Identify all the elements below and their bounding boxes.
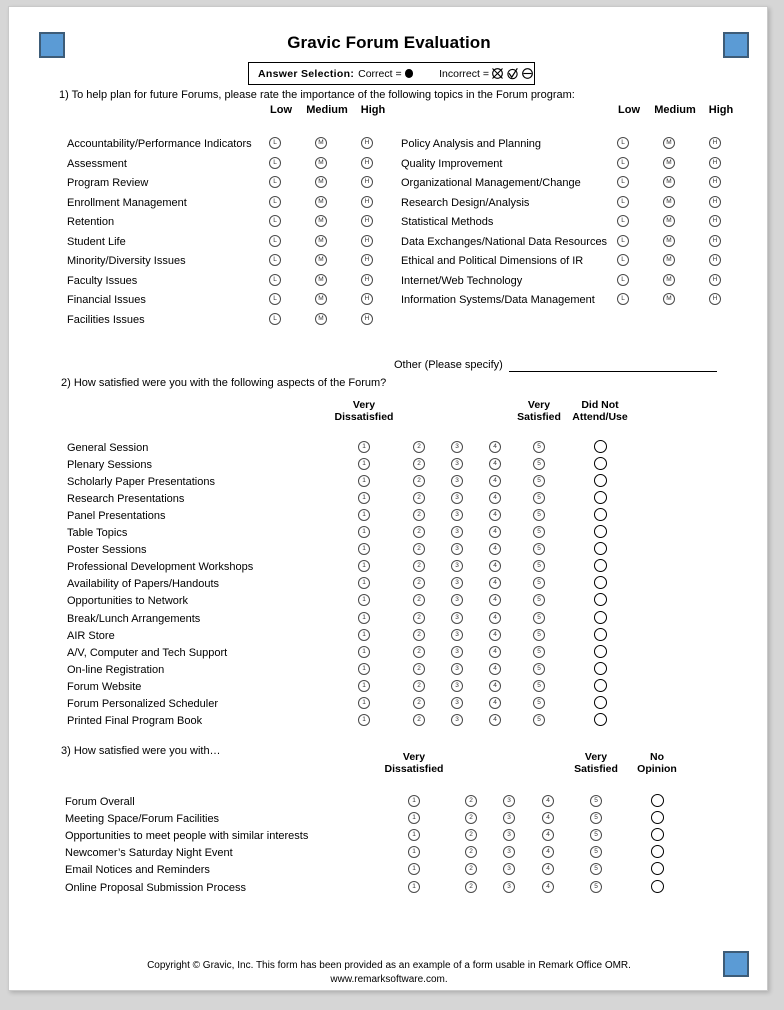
q1-right-bubble-h[interactable]: H	[709, 196, 721, 208]
q1-left-bubble-m[interactable]: M	[315, 137, 327, 149]
q2-bubble-5[interactable]: 5	[533, 646, 545, 658]
q2-bubble-2[interactable]: 2	[413, 543, 425, 555]
q2-bubble-4[interactable]: 4	[489, 594, 501, 606]
q3-bubble-1[interactable]: 1	[408, 881, 420, 893]
q3-header-very-satisfied: Very Satisfied	[574, 751, 618, 775]
q3-bubble-no-opinion[interactable]	[651, 845, 664, 858]
q2-bubble-4[interactable]: 4	[489, 560, 501, 572]
q3-bubble-2[interactable]: 2	[465, 795, 477, 807]
q3-bubble-no-opinion[interactable]	[651, 811, 664, 824]
q1-left-bubble-m[interactable]: M	[315, 215, 327, 227]
q1-left-item-label: Student Life	[67, 235, 126, 248]
q2-bubble-5[interactable]: 5	[533, 526, 545, 538]
footer	[9, 959, 768, 987]
form-page	[8, 6, 768, 991]
q1-scale-header-left-low: Low	[270, 104, 292, 116]
q3-bubble-5[interactable]: 5	[590, 863, 602, 875]
q2-bubble-did-not-attend[interactable]	[594, 576, 607, 589]
footer-website-line: www.remarksoftware.com.	[330, 974, 448, 985]
q1-right-bubble-h[interactable]: H	[709, 293, 721, 305]
q2-bubble-3[interactable]: 3	[451, 458, 463, 470]
q2-bubble-5[interactable]: 5	[533, 492, 545, 504]
q3-bubble-no-opinion[interactable]	[651, 862, 664, 875]
q2-bubble-2[interactable]: 2	[413, 680, 425, 692]
answer-selection-legend	[248, 62, 535, 85]
q2-item-label: Availability of Papers/Handouts	[67, 578, 220, 591]
q3-header-very-dissatisfied: Very Dissatisfied	[384, 751, 444, 775]
q2-bubble-5[interactable]: 5	[533, 697, 545, 709]
q2-bubble-4[interactable]: 4	[489, 441, 501, 453]
q2-item-label: Plenary Sessions	[67, 459, 152, 472]
q3-bubble-2[interactable]: 2	[465, 846, 477, 858]
q2-bubble-4[interactable]: 4	[489, 697, 501, 709]
q1-right-bubble-l[interactable]: L	[617, 215, 629, 227]
q1-left-bubble-h[interactable]: H	[361, 215, 373, 227]
q2-bubble-5[interactable]: 5	[533, 714, 545, 726]
q2-bubble-did-not-attend[interactable]	[594, 611, 607, 624]
q2-bubble-did-not-attend[interactable]	[594, 662, 607, 675]
q1-left-bubble-h[interactable]: H	[361, 235, 373, 247]
q2-bubble-5[interactable]: 5	[533, 594, 545, 606]
q1-left-bubble-l[interactable]: L	[269, 313, 281, 325]
q3-bubble-4[interactable]: 4	[542, 881, 554, 893]
q2-bubble-3[interactable]: 3	[451, 594, 463, 606]
q1-left-item-label: Accountability/Performance Indicators	[67, 138, 252, 150]
q1-scale-header-right-medium: Medium	[654, 104, 696, 116]
q2-bubble-1[interactable]: 1	[358, 560, 370, 572]
q2-bubble-4[interactable]: 4	[489, 646, 501, 658]
q2-bubble-3[interactable]: 3	[451, 629, 463, 641]
q1-scale-header-right-low: Low	[618, 104, 640, 116]
q2-bubble-4[interactable]: 4	[489, 577, 501, 589]
legend-title: Answer Selection:	[258, 67, 355, 80]
q3-bubble-2[interactable]: 2	[465, 881, 477, 893]
legend-incorrect-label: Incorrect =	[439, 67, 489, 80]
q2-item-label: AIR Store	[67, 629, 115, 642]
q1-right-item-label: Quality Improvement	[401, 157, 503, 170]
q2-bubble-3[interactable]: 3	[451, 680, 463, 692]
q3-bubble-no-opinion[interactable]	[651, 880, 664, 893]
q2-bubble-2[interactable]: 2	[413, 714, 425, 726]
q2-bubble-3[interactable]: 3	[451, 475, 463, 487]
q1-left-bubble-l[interactable]: L	[269, 176, 281, 188]
q2-header-very-dissatisfied: Very Dissatisfied	[334, 399, 394, 423]
q2-item-label: Scholarly Paper Presentations	[67, 476, 215, 489]
q1-right-bubble-h[interactable]: H	[709, 274, 721, 286]
q2-bubble-4[interactable]: 4	[489, 458, 501, 470]
q2-bubble-5[interactable]: 5	[533, 663, 545, 675]
q3-header-no-opinion: No Opinion	[637, 751, 677, 775]
question-2-heading: 2) How satisfied were you with the following aspects of the Forum?	[61, 377, 387, 389]
q2-bubble-3[interactable]: 3	[451, 526, 463, 538]
q2-header-very-satisfied: Very Satisfied	[517, 399, 561, 423]
q2-bubble-4[interactable]: 4	[489, 543, 501, 555]
q2-bubble-2[interactable]: 2	[413, 492, 425, 504]
q1-scale-header-right-high: High	[708, 104, 734, 116]
q1-left-item-label: Retention	[67, 216, 115, 228]
q2-bubble-5[interactable]: 5	[533, 543, 545, 555]
q3-bubble-4[interactable]: 4	[542, 812, 554, 824]
q3-bubble-3[interactable]: 3	[503, 829, 515, 841]
q2-bubble-did-not-attend[interactable]	[594, 645, 607, 658]
q2-bubble-5[interactable]: 5	[533, 441, 545, 453]
q2-bubble-2[interactable]: 2	[413, 697, 425, 709]
q2-bubble-1[interactable]: 1	[358, 441, 370, 453]
q2-bubble-4[interactable]: 4	[489, 612, 501, 624]
q3-bubble-3[interactable]: 3	[503, 863, 515, 875]
q3-item-label: Online Proposal Submission Process	[65, 881, 246, 894]
q1-right-bubble-l[interactable]: L	[617, 176, 629, 188]
q1-left-bubble-h[interactable]: H	[361, 157, 373, 169]
q1-right-bubble-h[interactable]: H	[709, 235, 721, 247]
q1-right-bubble-m[interactable]: M	[663, 274, 675, 286]
q1-right-bubble-l[interactable]: L	[617, 235, 629, 247]
q1-right-bubble-l[interactable]: L	[617, 137, 629, 149]
q3-bubble-2[interactable]: 2	[465, 812, 477, 824]
q1-left-item-label: Minority/Diversity Issues	[67, 255, 186, 267]
q2-bubble-4[interactable]: 4	[489, 475, 501, 487]
q2-bubble-4[interactable]: 4	[489, 526, 501, 538]
q1-scale-header-left-high: High	[360, 104, 386, 116]
q3-bubble-1[interactable]: 1	[408, 812, 420, 824]
q2-bubble-4[interactable]: 4	[489, 629, 501, 641]
q2-bubble-2[interactable]: 2	[413, 646, 425, 658]
q1-left-bubble-m[interactable]: M	[315, 235, 327, 247]
q2-bubble-5[interactable]: 5	[533, 475, 545, 487]
q3-bubble-2[interactable]: 2	[465, 829, 477, 841]
q2-bubble-3[interactable]: 3	[451, 663, 463, 675]
q2-item-label: Printed Final Program Book	[67, 714, 203, 727]
q2-bubble-1[interactable]: 1	[358, 663, 370, 675]
q2-bubble-1[interactable]: 1	[358, 612, 370, 624]
q2-bubble-2[interactable]: 2	[413, 629, 425, 641]
q1-left-item-label: Financial Issues	[67, 294, 146, 306]
q1-right-bubble-h[interactable]: H	[709, 176, 721, 188]
q2-bubble-1[interactable]: 1	[358, 509, 370, 521]
q2-bubble-3[interactable]: 3	[451, 441, 463, 453]
q2-item-label: Opportunities to Network	[67, 595, 189, 608]
q3-item-label: Newcomer’s Saturday Night Event	[65, 847, 233, 860]
q1-left-bubble-h[interactable]: H	[361, 137, 373, 149]
q1-right-bubble-m[interactable]: M	[663, 293, 675, 305]
question-1-heading: 1) To help plan for future Forums, please rate the importance of the following topics in the Forum program:	[59, 89, 575, 101]
q3-bubble-3[interactable]: 3	[503, 846, 515, 858]
q2-bubble-2[interactable]: 2	[413, 526, 425, 538]
q2-item-label: General Session	[67, 442, 149, 454]
q3-bubble-2[interactable]: 2	[465, 863, 477, 875]
q2-bubble-did-not-attend[interactable]	[594, 525, 607, 538]
q2-bubble-1[interactable]: 1	[358, 475, 370, 487]
page-title: Gravic Forum Evaluation	[287, 33, 491, 52]
q3-bubble-4[interactable]: 4	[542, 829, 554, 841]
q2-bubble-2[interactable]: 2	[413, 458, 425, 470]
q2-item-label: Table Topics	[67, 527, 128, 540]
q2-bubble-did-not-attend[interactable]	[594, 593, 607, 606]
legend-correct-label: Correct =	[358, 67, 402, 80]
q3-bubble-5[interactable]: 5	[590, 829, 602, 841]
q3-item-label: Meeting Space/Forum Facilities	[65, 813, 220, 826]
q2-bubble-4[interactable]: 4	[489, 680, 501, 692]
q2-bubble-did-not-attend[interactable]	[594, 457, 607, 470]
q1-left-item-label: Facilities Issues	[67, 313, 145, 326]
q2-bubble-did-not-attend[interactable]	[594, 559, 607, 572]
q2-bubble-did-not-attend[interactable]	[594, 713, 607, 726]
q1-left-bubble-h[interactable]: H	[361, 293, 373, 305]
q2-bubble-2[interactable]: 2	[413, 612, 425, 624]
q1-left-bubble-h[interactable]: H	[361, 274, 373, 286]
q2-bubble-2[interactable]: 2	[413, 509, 425, 521]
q2-bubble-3[interactable]: 3	[451, 697, 463, 709]
q2-item-label: Professional Development Workshops	[67, 561, 254, 574]
q3-bubble-5[interactable]: 5	[590, 846, 602, 858]
q1-right-bubble-m[interactable]: M	[663, 176, 675, 188]
footer-copyright-line: Copyright © Gravic, Inc. This form has been provided as an example of a form usable in Remark Office OMR.	[147, 960, 631, 971]
q1-right-bubble-m[interactable]: M	[663, 235, 675, 247]
other-specify-input[interactable]	[509, 371, 717, 372]
q2-bubble-5[interactable]: 5	[533, 560, 545, 572]
q1-right-bubble-l[interactable]: L	[617, 196, 629, 208]
circle-check-icon	[506, 67, 519, 80]
q2-bubble-3[interactable]: 3	[451, 509, 463, 521]
q1-left-bubble-h[interactable]: H	[361, 176, 373, 188]
q3-bubble-5[interactable]: 5	[590, 795, 602, 807]
q2-bubble-2[interactable]: 2	[413, 577, 425, 589]
q2-bubble-1[interactable]: 1	[358, 714, 370, 726]
q1-right-bubble-l[interactable]: L	[617, 293, 629, 305]
q1-right-bubble-l[interactable]: L	[617, 157, 629, 169]
q1-right-bubble-m[interactable]: M	[663, 254, 675, 266]
q2-bubble-1[interactable]: 1	[358, 629, 370, 641]
q1-left-bubble-m[interactable]: M	[315, 157, 327, 169]
q1-right-item-label: Policy Analysis and Planning	[401, 138, 542, 150]
q2-bubble-did-not-attend[interactable]	[594, 474, 607, 487]
q2-item-label: Break/Lunch Arrangements	[67, 612, 201, 625]
q2-bubble-5[interactable]: 5	[533, 612, 545, 624]
q2-bubble-1[interactable]: 1	[358, 492, 370, 504]
q2-bubble-3[interactable]: 3	[451, 560, 463, 572]
q2-bubble-1[interactable]: 1	[358, 458, 370, 470]
q3-bubble-1[interactable]: 1	[408, 829, 420, 841]
q2-bubble-did-not-attend[interactable]	[594, 542, 607, 555]
q1-left-bubble-l[interactable]: L	[269, 196, 281, 208]
q3-item-label: Email Notices and Reminders	[65, 864, 210, 877]
q3-bubble-4[interactable]: 4	[542, 795, 554, 807]
q2-bubble-1[interactable]: 1	[358, 697, 370, 709]
q1-left-bubble-m[interactable]: M	[315, 176, 327, 188]
q1-right-bubble-h[interactable]: H	[709, 137, 721, 149]
q1-right-bubble-h[interactable]: H	[709, 157, 721, 169]
q2-bubble-1[interactable]: 1	[358, 680, 370, 692]
q1-right-bubble-h[interactable]: H	[709, 254, 721, 266]
q3-bubble-4[interactable]: 4	[542, 863, 554, 875]
q3-bubble-5[interactable]: 5	[590, 881, 602, 893]
q2-bubble-did-not-attend[interactable]	[594, 508, 607, 521]
q1-left-bubble-h[interactable]: H	[361, 196, 373, 208]
q1-left-bubble-l[interactable]: L	[269, 157, 281, 169]
q1-left-bubble-m[interactable]: M	[315, 254, 327, 266]
q1-left-bubble-l[interactable]: L	[269, 274, 281, 286]
q1-right-item-label: Internet/Web Technology	[401, 274, 523, 287]
q2-bubble-5[interactable]: 5	[533, 680, 545, 692]
q2-bubble-2[interactable]: 2	[413, 441, 425, 453]
q1-right-item-label: Statistical Methods	[401, 216, 494, 228]
q1-left-item-label: Faculty Issues	[67, 274, 138, 287]
q2-bubble-1[interactable]: 1	[358, 543, 370, 555]
q1-right-bubble-m[interactable]: M	[663, 157, 675, 169]
q2-item-label: On-line Registration	[67, 663, 165, 676]
q2-bubble-4[interactable]: 4	[489, 492, 501, 504]
q1-left-bubble-h[interactable]: H	[361, 254, 373, 266]
q2-bubble-3[interactable]: 3	[451, 612, 463, 624]
q1-left-bubble-m[interactable]: M	[315, 196, 327, 208]
q3-bubble-3[interactable]: 3	[503, 795, 515, 807]
q2-bubble-did-not-attend[interactable]	[594, 696, 607, 709]
q1-left-bubble-l[interactable]: L	[269, 293, 281, 305]
q2-bubble-did-not-attend[interactable]	[594, 679, 607, 692]
q1-left-bubble-m[interactable]: M	[315, 274, 327, 286]
q1-right-bubble-l[interactable]: L	[617, 254, 629, 266]
q2-bubble-3[interactable]: 3	[451, 492, 463, 504]
q3-bubble-5[interactable]: 5	[590, 812, 602, 824]
q1-right-bubble-m[interactable]: M	[663, 215, 675, 227]
q2-bubble-5[interactable]: 5	[533, 458, 545, 470]
q2-bubble-5[interactable]: 5	[533, 629, 545, 641]
q3-bubble-1[interactable]: 1	[408, 846, 420, 858]
q2-bubble-3[interactable]: 3	[451, 714, 463, 726]
q1-scale-header-left-medium: Medium	[306, 104, 348, 116]
q1-left-item-label: Enrollment Management	[67, 196, 187, 209]
q1-right-item-label: Information Systems/Data Management	[401, 294, 595, 306]
q2-bubble-1[interactable]: 1	[358, 526, 370, 538]
q2-item-label: Forum Website	[67, 680, 142, 693]
q2-bubble-5[interactable]: 5	[533, 577, 545, 589]
q2-item-label: A/V, Computer and Tech Support	[67, 646, 228, 659]
q2-bubble-3[interactable]: 3	[451, 577, 463, 589]
q1-right-item-label: Research Design/Analysis	[401, 196, 530, 209]
q2-bubble-2[interactable]: 2	[413, 475, 425, 487]
q1-right-item-label: Organizational Management/Change	[401, 177, 581, 189]
other-specify-label: Other (Please specify)	[394, 359, 503, 371]
q2-bubble-1[interactable]: 1	[358, 577, 370, 589]
q2-item-label: Panel Presentations	[67, 510, 166, 523]
question-3-heading: 3) How satisfied were you with…	[61, 745, 221, 757]
q1-right-bubble-m[interactable]: M	[663, 137, 675, 149]
q3-bubble-3[interactable]: 3	[503, 812, 515, 824]
q1-left-bubble-h[interactable]: H	[361, 313, 373, 325]
q1-right-bubble-m[interactable]: M	[663, 196, 675, 208]
q2-item-label: Poster Sessions	[67, 544, 147, 557]
q3-bubble-3[interactable]: 3	[503, 881, 515, 893]
q2-item-label: Research Presentations	[67, 493, 185, 506]
q2-bubble-2[interactable]: 2	[413, 560, 425, 572]
q3-item-label: Forum Overall	[65, 796, 135, 808]
q3-bubble-1[interactable]: 1	[408, 795, 420, 807]
q1-left-bubble-l[interactable]: L	[269, 254, 281, 266]
q1-right-bubble-l[interactable]: L	[617, 274, 629, 286]
q3-item-label: Opportunities to meet people with similar interests	[65, 830, 309, 843]
q2-bubble-4[interactable]: 4	[489, 663, 501, 675]
q3-bubble-no-opinion[interactable]	[651, 828, 664, 841]
q1-left-bubble-l[interactable]: L	[269, 215, 281, 227]
q2-bubble-did-not-attend[interactable]	[594, 440, 607, 453]
q2-bubble-3[interactable]: 3	[451, 646, 463, 658]
q1-right-item-label: Ethical and Political Dimensions of IR	[401, 255, 584, 267]
q1-left-item-label: Program Review	[67, 177, 149, 189]
q1-left-bubble-m[interactable]: M	[315, 293, 327, 305]
q2-bubble-4[interactable]: 4	[489, 509, 501, 521]
q2-bubble-2[interactable]: 2	[413, 594, 425, 606]
filled-circle-icon	[405, 69, 414, 78]
q2-header-did-not-attend: Did Not Attend/Use	[572, 399, 628, 423]
circle-x-icon	[491, 67, 504, 80]
q1-left-bubble-l[interactable]: L	[269, 137, 281, 149]
q2-bubble-1[interactable]: 1	[358, 594, 370, 606]
q1-left-bubble-l[interactable]: L	[269, 235, 281, 247]
q2-bubble-3[interactable]: 3	[451, 543, 463, 555]
q1-right-bubble-h[interactable]: H	[709, 215, 721, 227]
q2-bubble-1[interactable]: 1	[358, 646, 370, 658]
q2-bubble-2[interactable]: 2	[413, 663, 425, 675]
q1-left-item-label: Assessment	[67, 157, 127, 170]
circle-dash-icon	[521, 67, 534, 80]
q2-bubble-4[interactable]: 4	[489, 714, 501, 726]
q3-bubble-no-opinion[interactable]	[651, 794, 664, 807]
q1-left-bubble-m[interactable]: M	[315, 313, 327, 325]
q2-bubble-did-not-attend[interactable]	[594, 628, 607, 641]
q1-right-item-label: Data Exchanges/National Data Resources	[401, 235, 608, 248]
q2-bubble-5[interactable]: 5	[533, 509, 545, 521]
q2-item-label: Forum Personalized Scheduler	[67, 697, 219, 710]
q2-bubble-did-not-attend[interactable]	[594, 491, 607, 504]
q3-bubble-4[interactable]: 4	[542, 846, 554, 858]
q3-bubble-1[interactable]: 1	[408, 863, 420, 875]
